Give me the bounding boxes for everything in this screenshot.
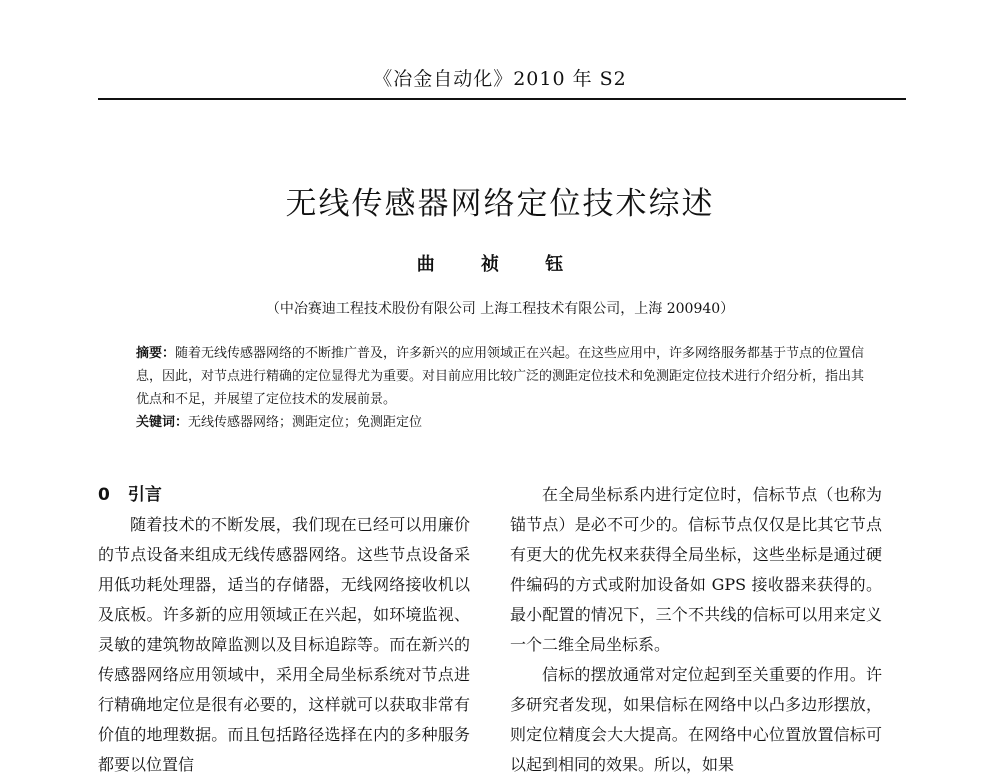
- paper-title: 无线传感器网络定位技术综述: [285, 186, 715, 222]
- right-column: [510, 480, 882, 780]
- abstract-block: [136, 342, 872, 434]
- left-column: [98, 480, 470, 780]
- keywords-text: 无线传感器网络；测距定位；免测距定位: [188, 415, 423, 430]
- intro-paragraph-1: 随着技术的不断发展，我们现在已经可以用廉价的节点设备来组成无线传感器网络。这些节点设备采用低功耗处理器，适当的存储器，无线网络接收机以及底板。许多新的应用领域正在兴起，如环境监视、灵敏的建筑物故障监测以及目标追踪等。而在新兴的传感器网络应用领域中，采用全局坐标系统对节点进行精确地定位是很有必要的，这样就可以获取非常有价值的地理数据。而且包括路径选择在内的多种服务都要以位置信: [98, 515, 470, 774]
- abstract-paragraph: [136, 342, 872, 411]
- intro-paragraph-3: 信标的摆放通常对定位起到至关重要的作用。许多研究者发现，如果信标在网络中以凸多边形摆放，则定位精度会大大提高。在网络中心位置放置信标可以起到相同的效果。所以，如果: [510, 665, 882, 774]
- intro-paragraph-2: 在全局坐标系内进行定位时，信标节点（也称为锚节点）是必不可少的。信标节点仅仅是比其它节点有更大的优先权来获得全局坐标，这些坐标是通过硬件编码的方式或附加设备如 GPS 接收器来获得的。最小配置的情况下，三个不共线的信标可以用来定义一个二维全局坐标系。: [510, 485, 882, 654]
- abstract-label: 摘要：: [136, 346, 176, 361]
- section-number: 0: [98, 485, 110, 505]
- paper-author: 曲 祯 钰: [416, 254, 584, 275]
- keywords-label: 关键词：: [136, 415, 189, 430]
- journal-header: 《冶金自动化》2010 年 S2: [373, 68, 627, 90]
- keywords-paragraph: [136, 411, 872, 434]
- abstract-text: 随着无线传感器网络的不断推广普及，许多新兴的应用领域正在兴起。在这些应用中，许多网络服务都基于节点的位置信息，因此，对节点进行精确的定位显得尤为重要。对目前应用比较广泛的测距定位技术和免测距定位技术进行介绍分析，指出其优点和不足，并展望了定位技术的发展前景。: [136, 346, 865, 407]
- header-rule: [98, 98, 906, 100]
- section-title: 引言: [127, 485, 162, 505]
- paper-affiliation: （中冶赛迪工程技术股份有限公司 上海工程技术有限公司，上海 200940）: [265, 301, 735, 317]
- section-heading: [98, 480, 470, 510]
